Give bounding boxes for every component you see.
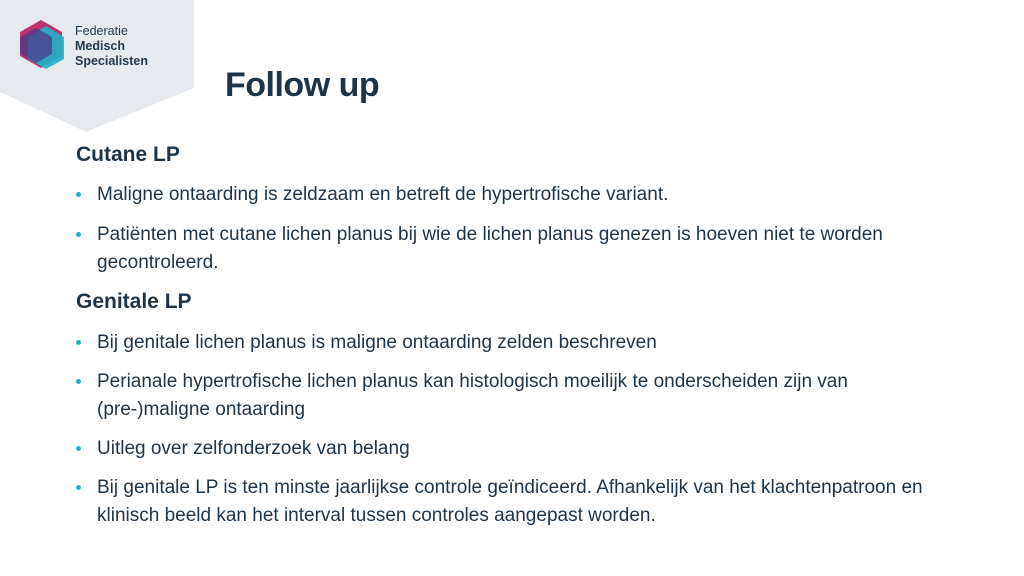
bullet-icon [76,379,81,384]
list-item [76,329,956,357]
list-item [76,435,956,463]
bullet-text: Bij genitale lichen planus is maligne ontaarding zelden beschreven [97,332,657,353]
logo-line-3: Specialisten [75,54,148,68]
bullet-icon [76,232,81,237]
logo-line-1: Federatie [75,24,128,38]
federatie-logo-icon [16,18,66,70]
bullet-icon [76,340,81,345]
logo-wordmark [75,24,148,69]
section-heading-cutane: Cutane LP [76,143,180,166]
bullet-text: Maligne ontaarding is zeldzaam en betreft de hypertrofische variant. [97,184,669,205]
bullet-text: Patiënten met cutane lichen planus bij wie de lichen planus genezen is hoeven niet te worden gecontroleerd. [97,224,883,273]
list-item [76,181,956,209]
list-item [76,368,956,424]
bullet-icon [76,485,81,490]
list-item [76,221,956,277]
page-title: Follow up [225,66,380,104]
list-item [76,474,956,530]
section-heading-genitale: Genitale LP [76,290,192,313]
bullet-text: Perianale hypertrofische lichen planus kan histologisch moeilijk te onderscheiden zijn van (pre-)maligne ontaarding [97,371,848,420]
logo-line-2: Medisch [75,39,126,53]
bullet-text: Uitleg over zelfonderzoek van belang [97,438,410,459]
bullet-icon [76,446,81,451]
bullet-text: Bij genitale LP is ten minste jaarlijkse controle geïndiceerd. Afhankelijk van het klachtenpatroon en klinisch beeld kan het interval tussen controles aangepast worden. [97,477,923,526]
bullet-icon [76,192,81,197]
